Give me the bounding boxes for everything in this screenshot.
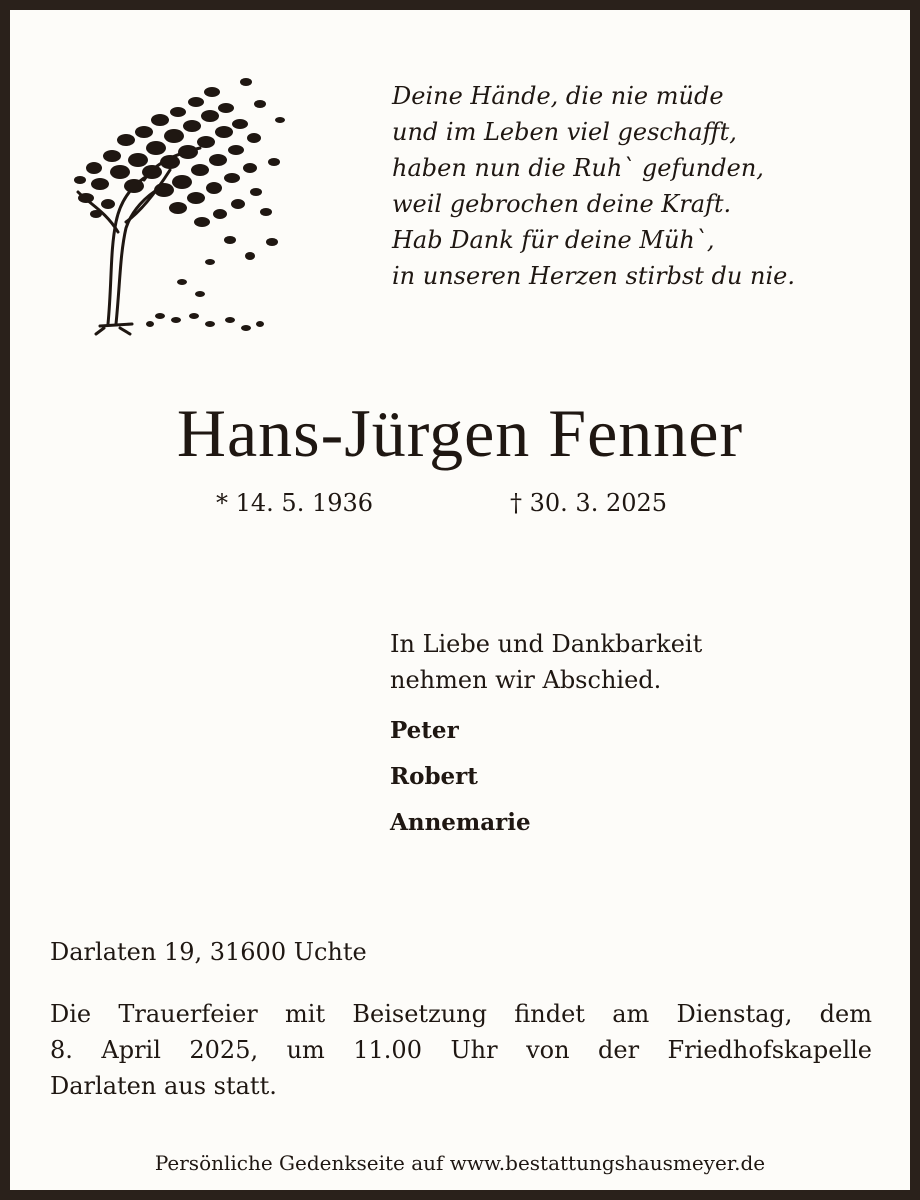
ceremony-line: Die Trauerfeier mit Beisetzung findet am Dienstag, dem <box>50 1000 872 1028</box>
obituary-card <box>10 10 910 1190</box>
poem-line: weil gebrochen deine Kraft. <box>392 190 732 218</box>
ceremony-line: 8. April 2025, um 11.00 Uhr von der Friedhofskapelle <box>50 1036 872 1064</box>
farewell-line: nehmen wir Abschied. <box>390 666 662 694</box>
poem-line: haben nun die Ruh` gefunden, <box>392 154 764 182</box>
mourner-list <box>390 708 531 846</box>
poem-line: in unseren Herzen stirbst du nie. <box>392 262 795 290</box>
poem-line: Hab Dank für deine Müh`, <box>392 226 715 254</box>
mourner-name: Robert <box>390 763 478 790</box>
ceremony-notice <box>50 996 872 1104</box>
ceremony-line: Darlaten aus statt. <box>50 1072 277 1100</box>
address: Darlaten 19, 31600 Uchte <box>50 938 367 966</box>
death-date: † 30. 3. 2025 <box>510 489 668 517</box>
poem <box>392 78 892 294</box>
farewell-line: In Liebe und Dankbarkeit <box>390 630 703 658</box>
birth-date: * 14. 5. 1936 <box>216 489 374 517</box>
poem-line: und im Leben viel geschafft, <box>392 118 737 146</box>
mourner-name: Peter <box>390 717 459 744</box>
wind-blown-tree-icon <box>60 62 300 342</box>
mourner-name: Annemarie <box>390 809 531 836</box>
poem-line: Deine Hände, die nie müde <box>392 82 724 110</box>
farewell-text <box>390 626 870 698</box>
memorial-page-link[interactable]: Persönliche Gedenkseite auf www.bestattungshausmeyer.de <box>154 1151 766 1175</box>
deceased-name: Hans-Jürgen Fenner <box>176 395 744 471</box>
